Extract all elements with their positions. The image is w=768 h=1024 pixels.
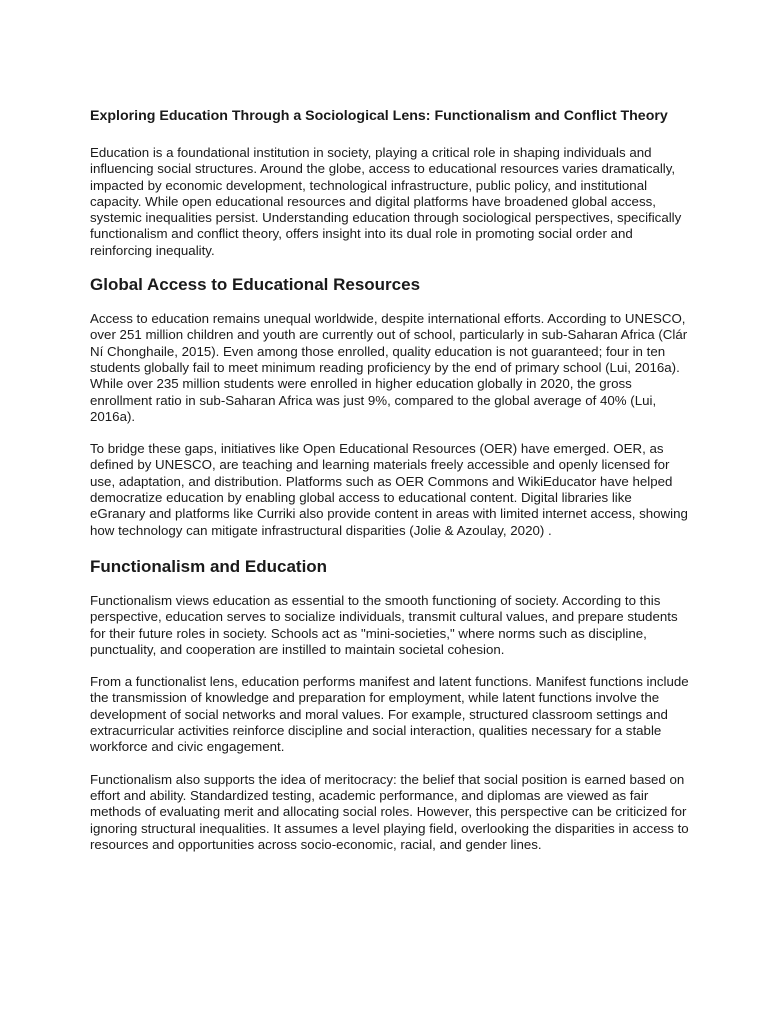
section-heading-global-access: Global Access to Educational Resources (90, 275, 421, 295)
paragraph: Functionalism also supports the idea of meritocracy: the belief that social position is earned based on effort and ability. Standardized testing, academic performance, and diplomas are viewed as fair methods of evaluating merit and allocating social roles. However, this perspective can be criticized for ignoring structural inequalities. It assumes a level playing field, overlooking the disparities in access to resources and opportunities across socio-economic, racial, and gender lines. (90, 771, 689, 852)
intro-paragraph: Education is a foundational institution in society, playing a critical role in shaping individuals and influencing social structures. Around the globe, access to educational resources varies dramatically, impacted by economic development, technological infrastructure, public policy, and institutional capacity. While open educational resources and digital platforms have broadened global access, systemic inequalities persist. Understanding education through sociological perspectives, specifically functionalism and conflict theory, offers insight into its dual role in promoting social order and reinforcing inequality. (90, 145, 682, 258)
document-title: Exploring Education Through a Sociological Lens: Functionalism and Conflict Theory (90, 108, 668, 124)
paragraph: To bridge these gaps, initiatives like Open Educational Resources (OER) have emerged. OER, as defined by UNESCO, are teaching and learning materials freely accessible and openly licensed for use, adaptation, and distribution. Platforms such as OER Commons and WikiEducator have helped democratize education by enabling global access to educational content. Digital libraries like eGranary and platforms like Curriki also provide content in areas with limited internet access, showing how technology can mitigate infrastructural disparities (Jolie & Azoulay, 2020) . (90, 441, 688, 538)
paragraph: Access to education remains unequal worldwide, despite international efforts. According to UNESCO, over 251 million children and youth are currently out of school, particularly in sub-Saharan Africa (Clár Ní Chonghaile, 2015). Even among those enrolled, quality education is not guaranteed; four in ten students globally fail to meet minimum reading proficiency by the end of primary school (Lui, 2016a). While over 235 million students were enrolled in higher education globally in 2020, the gross enrollment ratio in sub-Saharan Africa was just 9%, compared to the global average of 40% (Lui, 2016a). (90, 311, 688, 424)
paragraph: Functionalism views education as essential to the smooth functioning of society. According to this perspective, education serves to socialize individuals, transmit cultural values, and prepare students for their future roles in society. Schools act as "mini-societies," where norms such as discipline, punctuality, and cooperation are instilled to maintain societal cohesion. (90, 592, 678, 657)
section-heading-functionalism: Functionalism and Education (90, 556, 328, 576)
paragraph: From a functionalist lens, education performs manifest and latent functions. Manifest functions include the transmission of knowledge and preparation for employment, while latent functions involve the development of social networks and moral values. For example, structured classroom settings and extracurricular activities reinforce discipline and social interaction, qualities necessary for a stable workforce and civic engagement. (90, 674, 689, 755)
document-page (90, 108, 690, 869)
